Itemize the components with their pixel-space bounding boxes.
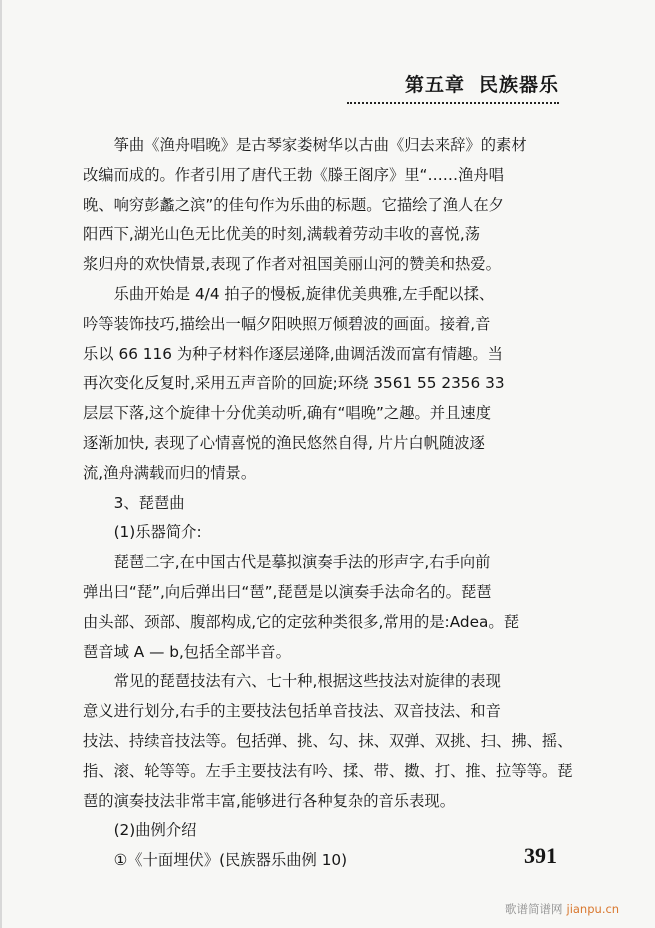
running-header bbox=[405, 70, 559, 97]
text-line: 阳西下,湖光山色无比优美的时刻,满载着劳动丰收的喜悦,荡 bbox=[83, 225, 481, 244]
paragraph-yuzhou-intro bbox=[83, 131, 563, 280]
text-line: 浆归舟的欢快情景,表现了作者对祖国美丽山河的赞美和热爱。 bbox=[83, 255, 501, 274]
paragraph-yuzhou-analysis bbox=[83, 280, 563, 489]
header-dotted-rule bbox=[347, 102, 559, 104]
text-line: 由头部、颈部、腹部构成,它的定弦种类很多,常用的是:Adea。琵 bbox=[83, 612, 519, 631]
text-line: 技法、持续音技法等。包括弹、挑、勾、抹、双弹、双挑、扫、拂、摇、 bbox=[83, 731, 573, 750]
paragraph-pipa-intro bbox=[83, 548, 563, 667]
text-line: 筝曲《渔舟唱晚》是古琴家娄树华以古曲《归去来辞》的素材 bbox=[113, 136, 527, 154]
subsection-heading: (1)乐器简介: bbox=[113, 523, 202, 542]
section-heading: 3、琵琶曲 bbox=[113, 493, 185, 512]
page-number: 391 bbox=[524, 843, 557, 868]
watermark-domain: jianpu.cn bbox=[566, 902, 620, 916]
text-line: 弹出曰“琵”,向后弹出曰“琶”,琵琶是以演奏手法命名的。琵琶 bbox=[83, 582, 492, 601]
subsection-heading: (2)曲例介绍 bbox=[113, 821, 197, 840]
chapter-title: 民族器乐 bbox=[478, 74, 559, 96]
text-line: 意义进行划分,右手的主要技法包括单音技法、双音技法、和音 bbox=[83, 702, 501, 721]
text-line: 吟等装饰技巧,描绘出一幅夕阳映照万倾碧波的画面。接着,音 bbox=[83, 314, 491, 333]
body-text bbox=[83, 131, 573, 876]
text-line: 琶的演奏技法非常丰富,能够进行各种复杂的音乐表现。 bbox=[83, 791, 455, 810]
text-line: 乐曲开始是 4/4 拍子的慢板,旋律优美典雅,左手配以揉、 bbox=[113, 284, 495, 303]
page-edge bbox=[0, 0, 2, 928]
text-line: 指、滚、轮等等。左手主要技法有吟、揉、带、擞、打、推、拉等等。琵 bbox=[83, 761, 573, 780]
text-line: 琶音域 A — b,包括全部半音。 bbox=[83, 642, 291, 661]
text-line: 晚、响穷彭蠡之滨”的佳句作为乐曲的标题。它描绘了渔人在夕 bbox=[83, 195, 504, 214]
paragraph-pipa-techniques bbox=[83, 667, 573, 816]
watermark-site-name: 歌谱简谱网 bbox=[505, 902, 563, 916]
text-line: 常见的琵琶技法有六、七十种,根据这些技法对旋律的表现 bbox=[113, 672, 501, 691]
text-line: 逐渐加快, 表现了心情喜悦的渔民悠然自得, 片片白帆随波逐 bbox=[83, 433, 485, 452]
text-line: 琵琶二字,在中国古代是摹拟演奏手法的形声字,右手向前 bbox=[113, 553, 491, 572]
example-item: ①《十面埋伏》(民族器乐曲例 10) bbox=[113, 851, 348, 870]
text-line: 再次变化反复时,采用五声音阶的回旋;环绕 3561 55 2356 33 bbox=[83, 374, 505, 393]
watermark bbox=[505, 901, 619, 917]
text-line: 层层下落,这个旋律十分优美动听,确有“唱晚”之趣。并且速度 bbox=[83, 404, 491, 423]
text-line: 改编而成的。作者引用了唐代王勃《滕王阁序》里“……渔舟唱 bbox=[83, 165, 504, 184]
chapter-number: 第五章 bbox=[404, 74, 465, 96]
text-line: 乐以 66 116 为种子材料作逐层递降,曲调活泼而富有情趣。当 bbox=[83, 344, 503, 363]
text-line: 流,渔舟满载而归的情景。 bbox=[83, 463, 257, 482]
